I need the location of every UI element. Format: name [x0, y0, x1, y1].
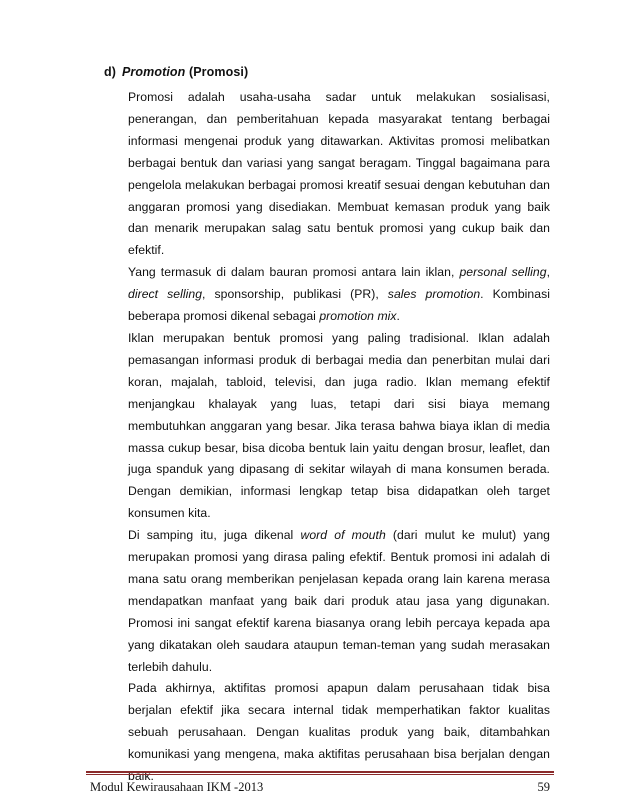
section-body	[128, 87, 550, 788]
paragraph-iklan	[128, 328, 550, 525]
paragraph-text: (dari mulut ke mulut) yang merupakan promosi yang dirasa paling efektif. Bentuk promosi ini adalah di mana satu orang memberikan penjelasan kepada orang lain karena merasa mendapatkan manfaat yang baik dari produk atau jasa yang digunakan. Promosi ini sangat efektif karena biasanya orang lebih percaya kepada apa yang dikatakan oleh saudara ataupun teman-teman yang sudah merasakan terlebih dahulu.	[128, 528, 550, 674]
section-title-italic: Promotion	[122, 65, 186, 79]
paragraph-text: , sponsorship, publikasi (PR),	[202, 287, 388, 302]
page-number: 59	[537, 780, 550, 794]
term-sales-promotion: sales promotion	[387, 287, 481, 302]
paragraph-text: .	[396, 309, 400, 324]
paragraph-text: Promosi adalah usaha-usaha sadar untuk melakukan sosialisasi, penerangan, dan pemberitahuan kepada masyarakat tentang berbagai informasi mengenai produk yang ditawarkan. Aktivitas promosi melibatkan berbagai bentuk dan variasi yang sangat beragam. Tinggal bagaimana para pengelola melakukan berbagai promosi kreatif sesuai dengan kebutuhan dan anggaran promosi yang disediakan. Membuat kemasan produk yang baik dan menarik merupakan salag satu bentuk promosi yang cukup baik dan efektif.	[128, 90, 550, 258]
section-heading	[104, 65, 248, 79]
paragraph-text: . Kombinasi beberapa promosi dikenal sebagai	[128, 287, 550, 324]
term-promotion-mix: promotion mix	[319, 309, 397, 324]
footer-rule	[86, 771, 554, 775]
paragraph-text: Pada akhirnya, aktifitas promosi apapun dalam perusahaan tidak bisa berjalan efektif jika secara internal tidak memperhatikan faktor kualitas sebuah perusahaan. Dengan kualitas produk yang baik, ditambahkan komunikasi yang mengena, maka aktifitas perusahaan bisa berjalan dengan baik.	[128, 681, 550, 784]
paragraph-text: ,	[546, 265, 550, 280]
section-title-rest: (Promosi)	[188, 65, 249, 79]
section-label: d)	[104, 65, 116, 79]
paragraph-promosi-intro	[128, 87, 550, 262]
footer-module-title: Modul Kewirausahaan IKM -2013	[90, 780, 264, 794]
paragraph-word-of-mouth	[128, 525, 550, 678]
paragraph-text: Yang termasuk di dalam bauran promosi antara lain iklan,	[128, 265, 460, 280]
paragraph-bauran-promosi	[128, 262, 550, 328]
paragraph-text: Iklan merupakan bentuk promosi yang paling tradisional. Iklan adalah pemasangan informasi produk di berbagai media dan penerbitan mulai dari koran, majalah, tabloid, televisi, dan juga radio. Iklan memang efektif menjangkau khalayak yang luas, tetapi dari sisi biaya memang membutuhkan anggaran yang besar. Jika terasa bahwa biaya iklan di media massa cukup besar, bisa dicoba bentuk lain yaitu dengan brosur, leaflet, dan juga spanduk yang dipasang di sekitar wilayah di mana konsumen berada. Dengan demikian, informasi lengkap tetap bisa didapatkan oleh target konsumen kita.	[128, 330, 550, 521]
term-personal-selling: personal selling	[459, 265, 547, 280]
term-direct-selling: direct selling	[128, 287, 203, 302]
paragraph-text: Di samping itu, juga dikenal	[128, 528, 301, 543]
term-word-of-mouth: word of mouth	[300, 528, 386, 543]
